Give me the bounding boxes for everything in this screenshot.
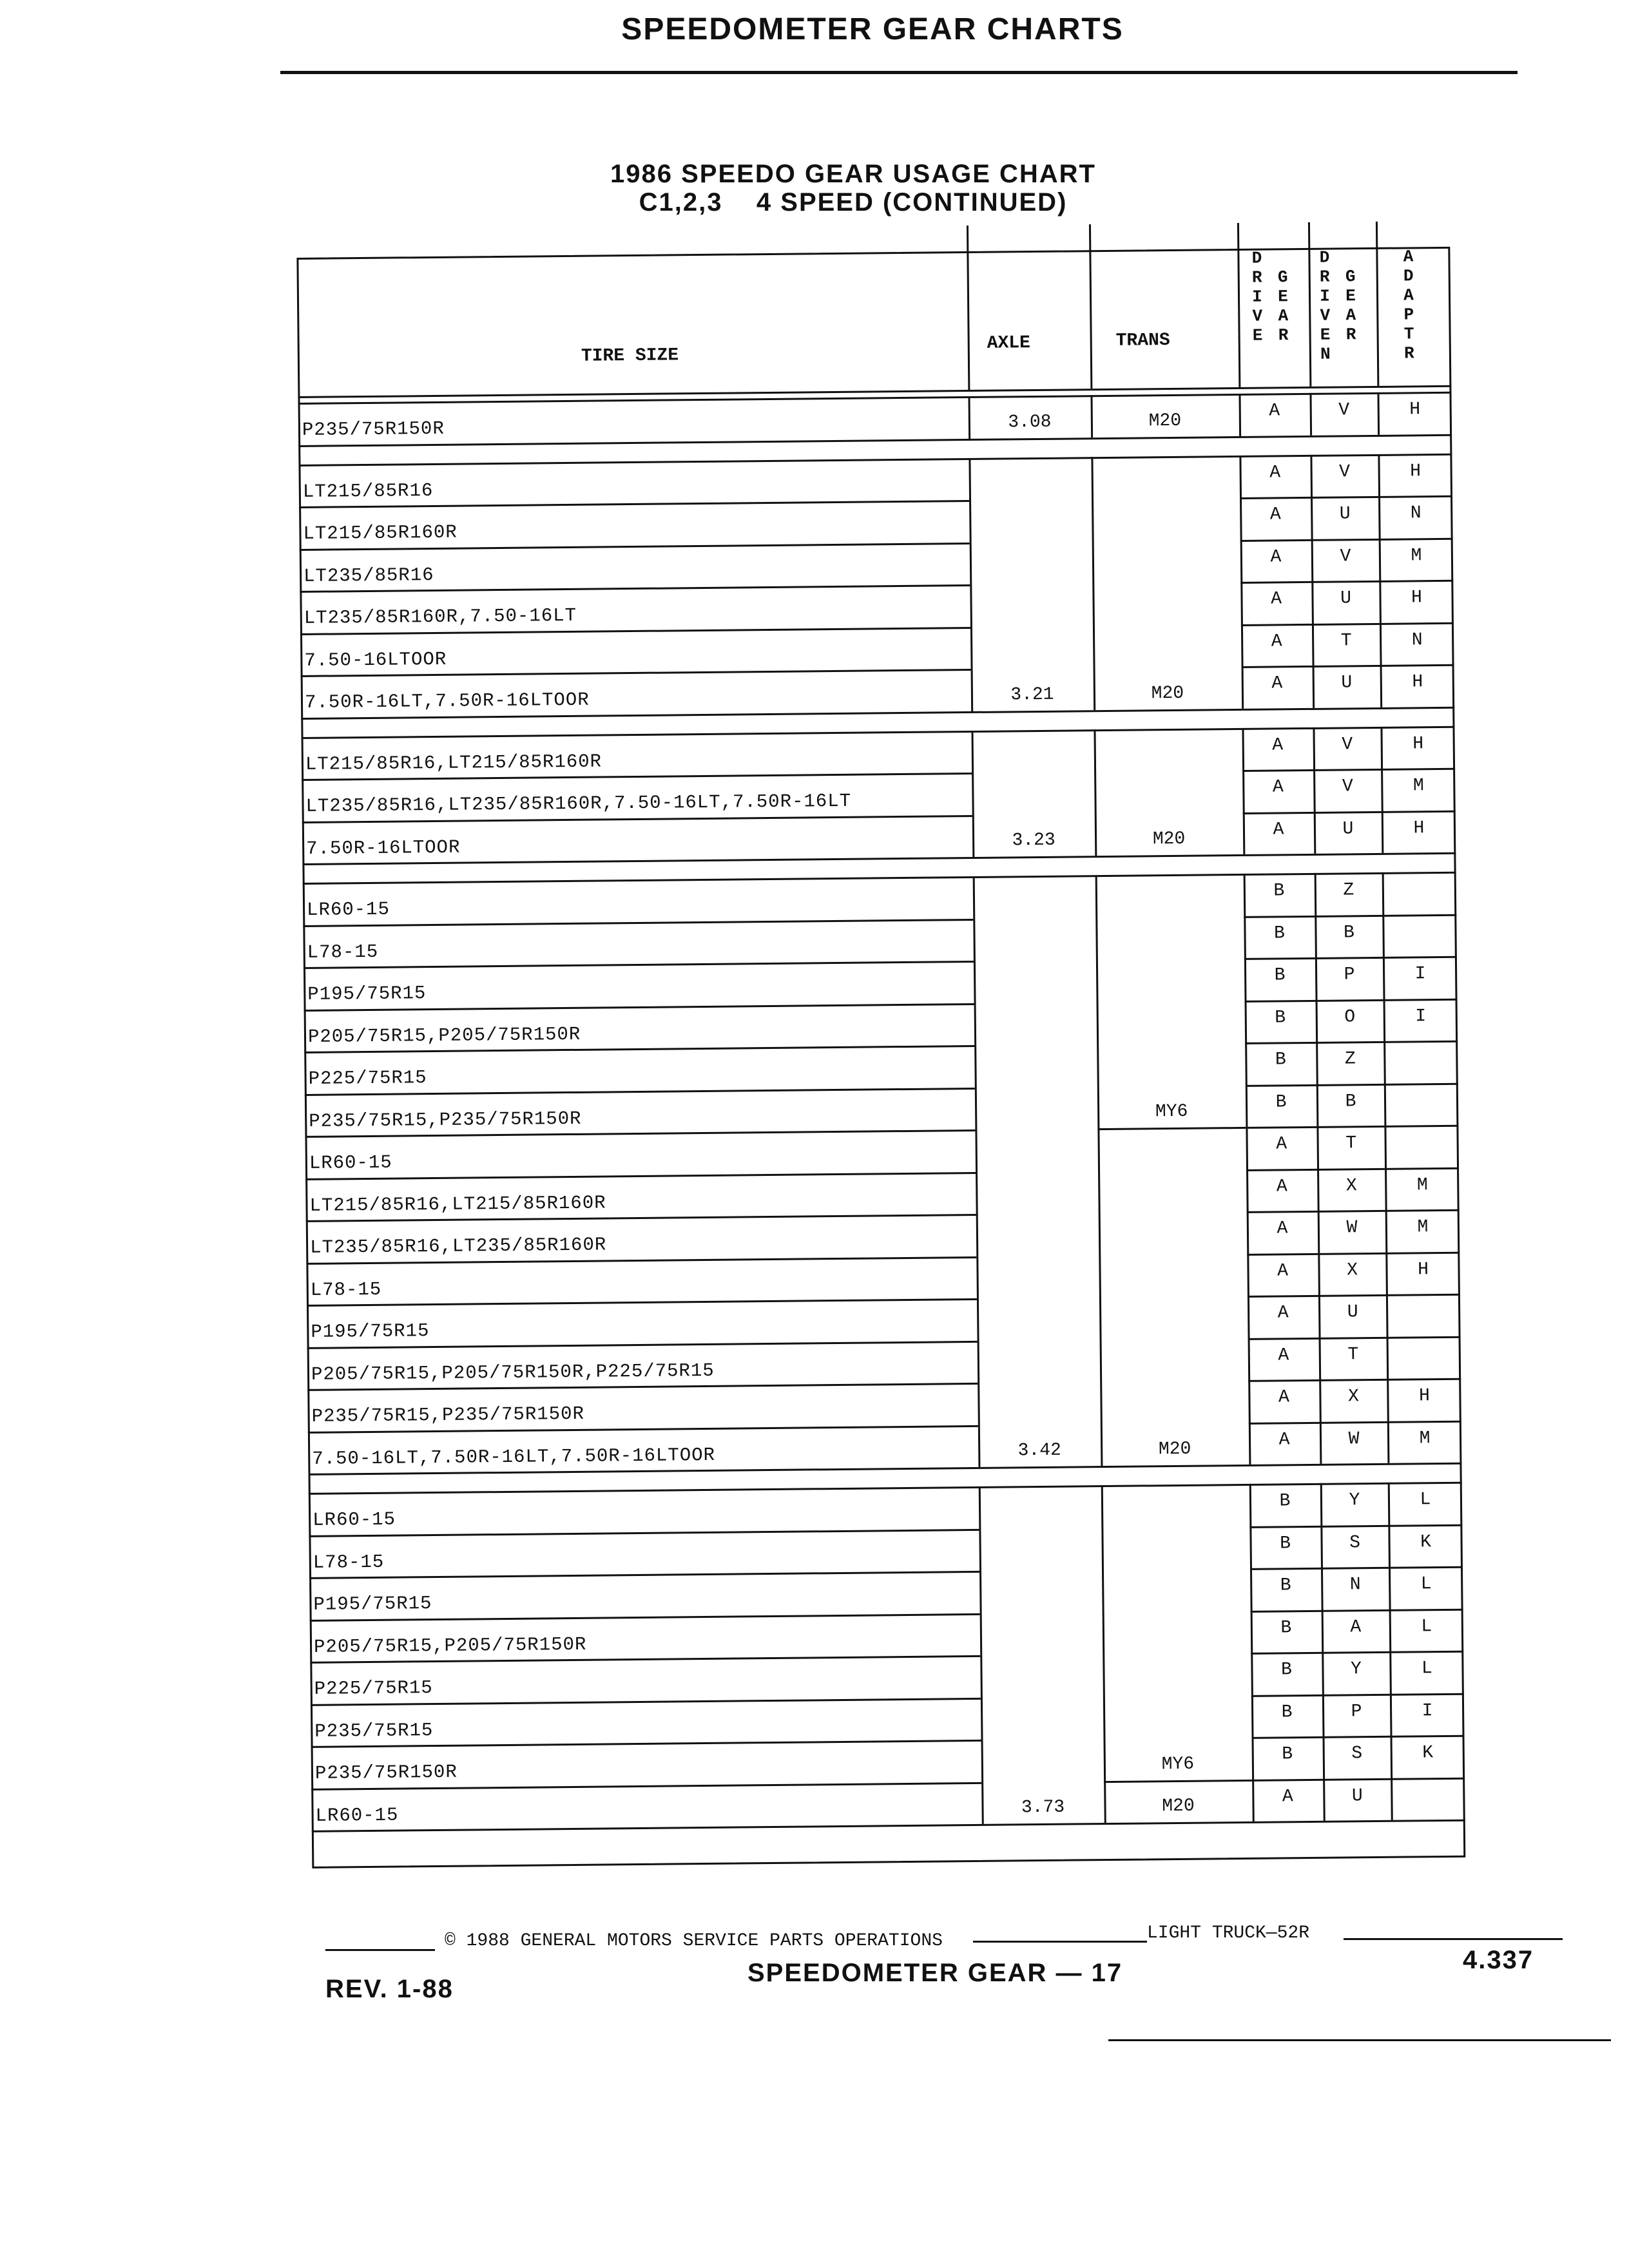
driven-gear-cell: T	[1345, 1133, 1357, 1154]
adapter-cell: N	[1410, 503, 1422, 524]
driven-gear-cell: V	[1342, 734, 1353, 754]
adapter-cell: H	[1412, 733, 1424, 754]
tire-size-cell: P205/75R15,P205/75R150R,P225/75R15	[311, 1360, 715, 1385]
adapter-cell: H	[1410, 461, 1422, 481]
axle-value: 3.08	[1008, 412, 1052, 432]
trans-value: M20	[1148, 410, 1182, 431]
footer-rule-right	[1344, 1938, 1563, 1940]
adapter-cell: L	[1421, 1658, 1433, 1679]
page-header-title: SPEEDOMETER GEAR CHARTS	[621, 12, 1124, 46]
bottom-rule	[1108, 2039, 1611, 2041]
driven-gear-cell: U	[1347, 1302, 1358, 1323]
driven-gear-cell: X	[1346, 1260, 1358, 1280]
driven-gear-cell: U	[1342, 818, 1354, 839]
col-header-drive-gear: D R I V E	[1251, 248, 1263, 345]
drive-gear-cell: A	[1270, 589, 1282, 610]
adapter-cell: H	[1413, 818, 1425, 838]
adapter-cell: M	[1417, 1217, 1429, 1238]
drive-gear-cell: A	[1269, 462, 1281, 483]
adapter-cell: H	[1417, 1259, 1429, 1280]
tire-size-cell: LT215/85R16	[302, 479, 434, 503]
adapter-cell: L	[1421, 1616, 1432, 1637]
tire-size-cell: LT215/85R160R	[303, 521, 458, 544]
driven-gear-cell: T	[1347, 1344, 1359, 1365]
driven-gear-cell: X	[1345, 1175, 1357, 1196]
adapter-cell: M	[1411, 545, 1422, 566]
adapter-cell: H	[1412, 672, 1423, 693]
driven-gear-cell: X	[1347, 1387, 1359, 1407]
adapter-cell: M	[1419, 1428, 1431, 1448]
drive-gear-cell: A	[1278, 1387, 1289, 1408]
chart-title-line1: 1986 SPEEDO GEAR USAGE CHART	[610, 160, 1096, 188]
driven-gear-cell: W	[1346, 1218, 1358, 1238]
tire-size-cell: P235/75R15,P235/75R150R	[311, 1403, 585, 1427]
col-header-tire-size: TIRE SIZE	[581, 345, 679, 367]
footer-center: SPEEDOMETER GEAR — 17	[747, 1959, 1123, 1987]
driven-gear-cell: U	[1341, 673, 1353, 693]
tire-size-cell: P195/75R15	[313, 1593, 432, 1615]
axle-value: 3.23	[1012, 830, 1055, 851]
header-rule	[280, 71, 1518, 74]
tire-size-cell: P235/75R15	[314, 1719, 434, 1742]
driven-gear-cell: S	[1349, 1532, 1361, 1553]
col-header-drive-gear-2: G E A R	[1277, 267, 1289, 345]
tire-size-cell: LT235/85R16	[303, 564, 434, 587]
tire-size-cell: P235/75R150R	[302, 418, 445, 441]
driven-gear-cell: W	[1348, 1428, 1360, 1449]
drive-gear-cell: B	[1280, 1533, 1291, 1553]
adapter-cell: K	[1422, 1743, 1434, 1763]
driven-gear-cell: Z	[1344, 1049, 1356, 1070]
drive-gear-cell: B	[1282, 1744, 1293, 1765]
driven-gear-cell: B	[1343, 922, 1355, 943]
trans-value: M20	[1152, 829, 1186, 850]
tire-size-cell: P205/75R15,P205/75R150R	[313, 1633, 587, 1658]
drive-gear-cell: B	[1280, 1617, 1292, 1638]
tire-size-cell: LT235/85R16,LT235/85R160R	[309, 1234, 607, 1258]
col-header-driven-gear-2: G E A R	[1345, 267, 1356, 345]
adapter-cell: M	[1412, 776, 1424, 796]
tire-size-cell: LR60-15	[315, 1804, 399, 1827]
axle-value: 3.73	[1021, 1797, 1065, 1818]
drive-gear-cell: B	[1273, 881, 1285, 901]
driven-gear-cell: V	[1340, 546, 1351, 566]
drive-gear-cell: A	[1272, 777, 1284, 798]
drive-gear-cell: A	[1271, 673, 1283, 694]
drive-gear-cell: B	[1279, 1491, 1291, 1512]
tire-size-cell: L78-15	[307, 941, 379, 963]
drive-gear-cell: A	[1278, 1429, 1290, 1450]
trans-value: M20	[1151, 683, 1184, 704]
driven-gear-cell: Z	[1343, 880, 1354, 901]
tire-size-cell: 7.50-16LTOOR	[304, 648, 447, 671]
tire-size-cell: 7.50-16LT,7.50R-16LT,7.50R-16LTOOR	[312, 1444, 716, 1470]
tire-size-cell: LT215/85R16,LT215/85R160R	[305, 750, 602, 775]
drive-gear-cell: A	[1270, 546, 1282, 568]
driven-gear-cell: U	[1351, 1785, 1363, 1806]
tire-size-cell: L78-15	[313, 1551, 385, 1573]
adapter-cell: H	[1411, 588, 1423, 608]
adapter-cell: L	[1420, 1490, 1431, 1510]
adapter-cell: H	[1418, 1386, 1430, 1407]
drive-gear-cell: B	[1281, 1702, 1293, 1722]
trans-value: MY6	[1161, 1754, 1195, 1774]
tire-size-cell: LR60-15	[309, 1151, 392, 1174]
adapter-cell: L	[1420, 1574, 1432, 1595]
trans-value: MY6	[1155, 1101, 1188, 1122]
footer-section: LIGHT TRUCK—52R	[1147, 1923, 1310, 1943]
drive-gear-cell: B	[1273, 923, 1286, 943]
col-header-driven-gear: D R I V E N	[1319, 247, 1331, 364]
drive-gear-cell: A	[1282, 1786, 1293, 1807]
col-header-adapter: A D A P T R	[1403, 247, 1414, 363]
tire-size-cell: L78-15	[310, 1278, 382, 1301]
drive-gear-cell: A	[1271, 631, 1282, 652]
drive-gear-cell: A	[1278, 1345, 1289, 1365]
tire-size-cell: P235/75R15,P235/75R150R	[309, 1108, 582, 1132]
footer-rev: REV. 1-88	[325, 1975, 454, 2003]
adapter-cell: I	[1414, 964, 1426, 985]
tire-size-cell: LT235/85R16,LT235/85R160R,7.50-16LT,7.50R-16LT	[305, 790, 852, 817]
drive-gear-cell: A	[1269, 505, 1281, 525]
driven-gear-cell: T	[1340, 630, 1352, 651]
col-header-trans: TRANS	[1115, 330, 1170, 351]
driven-gear-cell: P	[1344, 965, 1355, 985]
footer-page-number: 4.337	[1463, 1946, 1534, 1974]
trans-value-2: M20	[1162, 1796, 1195, 1817]
driven-gear-cell: V	[1342, 776, 1353, 797]
drive-gear-cell: A	[1276, 1176, 1287, 1196]
tire-size-cell: LT215/85R16,LT215/85R160R	[309, 1191, 606, 1216]
tire-size-cell: P225/75R15	[314, 1677, 433, 1700]
drive-gear-cell: A	[1269, 401, 1280, 421]
footer-copyright: © 1988 GENERAL MOTORS SERVICE PARTS OPERATIONS	[445, 1931, 943, 1951]
adapter-cell: I	[1422, 1700, 1433, 1721]
drive-gear-cell: A	[1277, 1303, 1289, 1323]
footer-rule-mid	[973, 1941, 1147, 1943]
drive-gear-cell: B	[1280, 1575, 1291, 1596]
drive-gear-cell: A	[1276, 1134, 1287, 1155]
driven-gear-cell: V	[1338, 400, 1350, 421]
tire-size-cell: LR60-15	[306, 898, 390, 921]
adapter-cell: K	[1420, 1532, 1432, 1552]
tire-size-cell: P195/75R15	[311, 1320, 430, 1343]
drive-gear-cell: B	[1280, 1660, 1293, 1680]
driven-gear-cell: U	[1340, 588, 1352, 609]
drive-gear-cell: B	[1275, 1091, 1287, 1112]
driven-gear-cell: B	[1345, 1091, 1356, 1111]
tire-size-cell: P235/75R150R	[314, 1761, 458, 1784]
driven-gear-cell: V	[1339, 461, 1351, 482]
drive-gear-cell: A	[1273, 819, 1284, 840]
drive-gear-cell: B	[1275, 1007, 1286, 1028]
adapter-cell: I	[1415, 1006, 1427, 1026]
adapter-cell: H	[1409, 399, 1421, 420]
group-col-divider	[1377, 392, 1380, 435]
drive-gear-cell: B	[1274, 965, 1286, 986]
tire-size-cell: 7.50R-16LTOOR	[306, 836, 461, 860]
adapter-cell: M	[1416, 1175, 1428, 1195]
axle-value: 3.42	[1017, 1440, 1061, 1461]
axle-value: 3.21	[1010, 684, 1054, 705]
driven-gear-cell: Y	[1349, 1490, 1360, 1511]
drive-gear-cell: A	[1277, 1218, 1288, 1239]
adapter-cell: N	[1411, 629, 1423, 650]
driven-gear-cell: S	[1351, 1744, 1363, 1764]
tire-size-cell: P195/75R15	[307, 983, 427, 1005]
driven-gear-cell: P	[1351, 1701, 1362, 1722]
footer-rule-left	[325, 1949, 435, 1951]
drive-gear-cell: B	[1275, 1050, 1286, 1070]
driven-gear-cell: O	[1344, 1006, 1356, 1027]
drive-gear-cell: A	[1272, 735, 1284, 755]
tire-size-cell: LR60-15	[313, 1508, 396, 1531]
tire-size-cell: LT235/85R160R,7.50-16LT	[304, 604, 577, 629]
trans-value-2: M20	[1158, 1439, 1191, 1460]
speedo-gear-table	[296, 221, 1465, 1875]
tire-size-cell: P225/75R15	[308, 1067, 427, 1090]
chart-title-line2: C1,2,3 4 SPEED (CONTINUED)	[639, 188, 1068, 216]
driven-gear-cell: U	[1339, 504, 1351, 524]
tire-size-cell: P205/75R15,P205/75R150R	[307, 1023, 581, 1048]
tire-size-cell: 7.50R-16LT,7.50R-16LTOOR	[304, 689, 590, 713]
drive-gear-cell: A	[1277, 1260, 1289, 1281]
driven-gear-cell: Y	[1350, 1659, 1362, 1680]
driven-gear-cell: A	[1350, 1617, 1362, 1637]
col-header-axle: AXLE	[987, 333, 1031, 354]
driven-gear-cell: N	[1349, 1575, 1361, 1595]
